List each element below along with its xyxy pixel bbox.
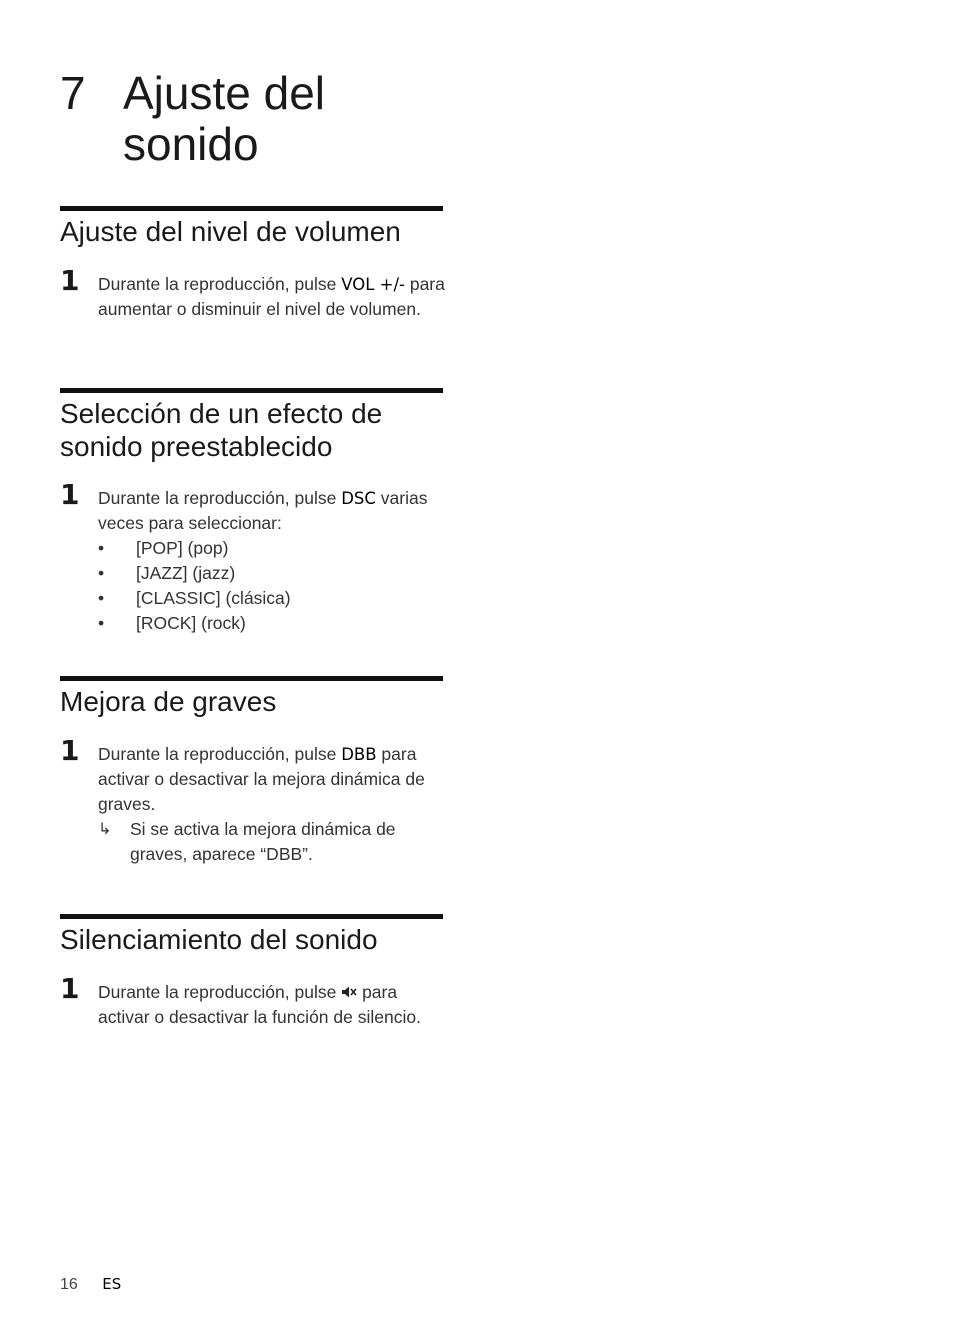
section-heading-bass: Mejora de graves <box>60 686 277 717</box>
step-number: 1 <box>60 972 80 1005</box>
mute-icon <box>341 981 357 995</box>
step-bass <box>60 734 450 867</box>
list-item: • [POP] (pop) <box>98 536 448 561</box>
step-text: Durante la reproducción, pulse VOL +/- para aumentar o disminuir el nivel de volumen. <box>98 274 445 319</box>
step-sound-effect <box>60 478 450 636</box>
step-text: Durante la reproducción, pulse DSC varias veces para seleccionar: <box>98 488 428 533</box>
step-result: ↳ Si se activa la mejora dinámica de graves, aparece “DBB”. <box>98 819 396 864</box>
page-footer <box>60 1274 121 1295</box>
section-heading-mute: Silenciamiento del sonido <box>60 924 378 955</box>
bullet-icon: • <box>98 588 105 608</box>
button-term-dsc: DSC <box>341 489 376 508</box>
step-number: 1 <box>60 264 80 297</box>
list-item: • [JAZZ] (jazz) <box>98 561 448 586</box>
button-term-vol: VOL +/- <box>341 275 405 294</box>
section-heading-sound-effect: Selección de un efecto de sonido preestablecido <box>60 398 383 462</box>
chapter-title <box>123 68 325 170</box>
bullet-icon: • <box>98 613 105 633</box>
bullet-icon: • <box>98 538 105 558</box>
list-item: • [CLASSIC] (clásica) <box>98 586 448 611</box>
preset-list <box>98 536 448 636</box>
section-divider <box>60 676 443 681</box>
section-divider <box>60 388 443 393</box>
chapter-number: 7 <box>60 67 86 119</box>
step-text: Durante la reproducción, pulse DBB para activar o desactivar la mejora dinámica de graves. <box>98 744 425 814</box>
chapter-title-line-1: Ajuste del <box>123 67 326 119</box>
list-item: • [ROCK] (rock) <box>98 611 448 636</box>
step-mute <box>60 972 450 1030</box>
button-term-dbb: DBB <box>341 745 377 764</box>
step-number: 1 <box>60 478 80 511</box>
page-number: 16 <box>60 1276 78 1293</box>
section-divider <box>60 914 443 919</box>
step-volume <box>60 264 450 322</box>
chapter-title-line-2: sonido <box>123 118 259 170</box>
section-divider <box>60 206 443 211</box>
step-text: Durante la reproducción, pulse para activar o desactivar la función de silencio. <box>98 982 421 1027</box>
section-heading-volume: Ajuste del nivel de volumen <box>60 216 401 247</box>
bullet-icon: • <box>98 563 105 583</box>
step-number: 1 <box>60 734 80 767</box>
result-arrow-icon: ↳ <box>98 821 112 838</box>
language-code: ES <box>102 1275 122 1293</box>
